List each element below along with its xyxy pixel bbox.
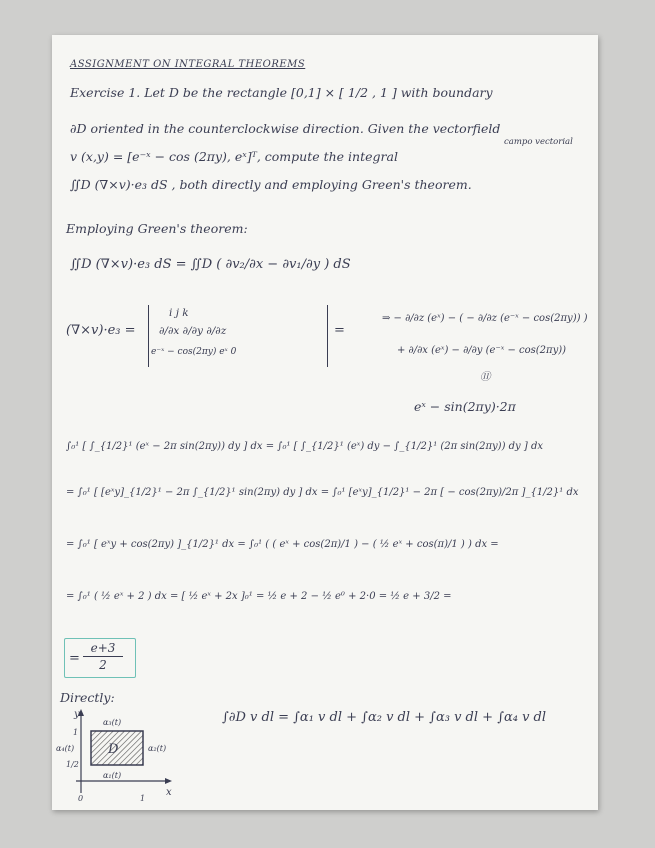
exercise-line-2: ∂D oriented in the counterclockwise direction. Given the vectorfield [70, 121, 501, 136]
result-equals: = [69, 651, 80, 666]
notebook-page [52, 35, 598, 810]
x-axis-arrow [165, 778, 172, 784]
region-label: D [108, 742, 119, 757]
det-equals: = [334, 323, 345, 338]
x-label: x [166, 787, 172, 798]
step-1: ∫₀¹ [ ∫_{1/2}¹ (eˣ − 2π sin(2πy)) dy ] dx = ∫₀¹ [ ∫_{1/2}¹ (eˣ) dy − ∫_{1/2}¹ (2π sin(2πy)) dy ] dx [66, 441, 544, 452]
tick-x-one: 1 [140, 794, 146, 803]
assignment-title: ASSIGNMENT ON INTEGRAL THEOREMS [70, 59, 306, 70]
curl-rhs-1: ⇒ − ∂/∂z (eˣ) − ( − ∂/∂z (e⁻ˣ − cos(2πy)) ) [382, 313, 588, 324]
curl-result: eˣ − sin(2πy)·2π [414, 399, 516, 414]
alpha1-label: α₁(t) [103, 771, 122, 780]
step-3: = ∫₀¹ [ eˣy + cos(2πy) ]_{1/2}¹ dx = ∫₀¹ ( ( eˣ + cos(2π)/1 ) − ( ½ eˣ + cos(π)/1 ) ) dx = [66, 539, 499, 550]
tick-y-one: 1 [73, 728, 79, 737]
det-row-1: i j k [169, 307, 189, 319]
result-fraction [83, 641, 123, 672]
alpha3-label: α₃(t) [103, 718, 122, 727]
alpha4-label: α₄(t) [56, 744, 75, 753]
rectangle-diagram [56, 703, 176, 803]
step-2: = ∫₀¹ [ [eˣy]_{1/2}¹ − 2π ∫_{1/2}¹ sin(2πy) dy ] dx = ∫₀¹ [eˣy]_{1/2}¹ − 2π [ − cos(2πy)/2π ]_{1/2}¹ dx [66, 487, 579, 498]
determinant [148, 305, 328, 367]
exercise-line-1: Exercise 1. Let D be the rectangle [0,1] × [ 1/2 , 1 ] with boundary [70, 85, 493, 100]
green-equation: ∬D (∇×v)·e₃ dS = ∬D ( ∂v₂/∂x − ∂v₁/∂y ) dS [70, 257, 351, 272]
alpha2-label: α₂(t) [148, 744, 167, 753]
curl-lhs: (∇×v)·e₃ = [66, 323, 136, 338]
det-row-3: e⁻ˣ − cos(2πy) eˣ 0 [151, 347, 237, 357]
exercise-line-4: ∬D (∇×v)·e₃ dS , both directly and employing Green's theorem. [70, 177, 472, 192]
result-denominator: 2 [99, 658, 107, 672]
tick-y-half: 1/2 [66, 760, 79, 769]
result-numerator: e+3 [83, 641, 123, 657]
curl-rhs-2: + ∂/∂x (eˣ) − ∂/∂y (e⁻ˣ − cos(2πy)) [397, 345, 567, 356]
y-label: y [74, 709, 80, 720]
exercise-line-3: v (x,y) = [e⁻ˣ − cos (2πy), eˣ]ᵀ, compute the integral [70, 149, 398, 164]
green-heading: Employing Green's theorem: [66, 221, 248, 236]
exercise-note: campo vectorial [504, 137, 573, 147]
det-row-2: ∂/∂x ∂/∂y ∂/∂z [159, 325, 227, 337]
direct-heading: Directly: [60, 690, 115, 705]
tick-x-zero: 0 [78, 794, 84, 803]
final-result-box [64, 638, 136, 678]
line-integral: ∫∂D v dl = ∫α₁ v dl + ∫α₂ v dl + ∫α₃ v dl + ∫α₄ v dl [222, 710, 547, 725]
step-4: = ∫₀¹ ( ½ eˣ + 2 ) dx = [ ½ eˣ + 2x ]₀¹ = ½ e + 2 − ½ e⁰ + 2·0 = ½ e + 3/2 = [66, 591, 452, 602]
circled-mark: ⑪ [480, 371, 491, 383]
